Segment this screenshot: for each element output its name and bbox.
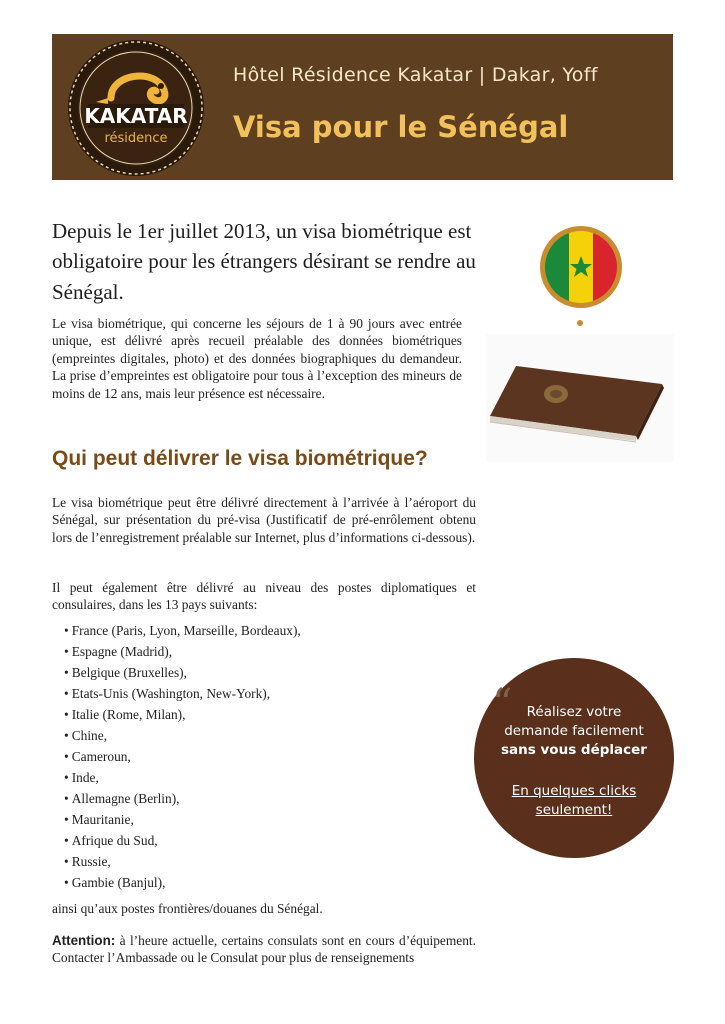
attention-text: à l’heure actuelle, certains consulats sont en cours d’équipement. Contacter l’Ambassade ou le Consulat pour plus de renseignements <box>52 933 476 966</box>
dot-marker <box>577 320 583 326</box>
list-item: • Belgique (Bruxelles), <box>64 665 187 680</box>
list-item: • Gambie (Banjul), <box>64 875 166 890</box>
bubble-line: Réalisez votre <box>526 704 622 720</box>
list-item: • Inde, <box>64 770 99 785</box>
bubble-line: demande facilement <box>504 723 644 739</box>
list-item: • Russie, <box>64 854 111 869</box>
list-item: • Chine, <box>64 728 108 743</box>
visa-illustration <box>486 226 674 462</box>
list-item: • Cameroun, <box>64 749 131 764</box>
section-heading: Qui peut délivrer le visa biométrique? <box>52 447 428 470</box>
paragraph-borders: ainsi qu’aux postes frontières/douanes du Sénégal. <box>52 901 323 916</box>
list-item: • Espagne (Madrid), <box>64 644 173 659</box>
bubble-line: sans vous déplacer <box>501 742 647 758</box>
list-item: • Etats-Unis (Washington, New-York), <box>64 686 271 701</box>
hotel-subtitle: Hôtel Résidence Kakatar | Dakar, Yoff <box>233 64 598 86</box>
attention-label: Attention: <box>52 933 116 948</box>
list-item: • Afrique du Sud, <box>64 833 158 848</box>
intro-text: Depuis le 1er juillet 2013, un visa biométrique est obligatoire pour les étrangers désirant se rendre au Sénégal. <box>52 219 476 304</box>
list-item: • Italie (Rome, Milan), <box>64 707 186 722</box>
bubble-link[interactable]: seulement! <box>535 802 613 818</box>
bubble-link[interactable]: En quelques clicks <box>511 783 637 799</box>
logo-sub: résidence <box>104 131 168 146</box>
senegal-flag-icon <box>545 231 617 303</box>
list-item: • France (Paris, Lyon, Marseille, Bordeaux), <box>64 623 301 638</box>
list-item: • Allemagne (Berlin), <box>64 791 180 806</box>
attention-note <box>52 932 476 967</box>
list-item: • Mauritanie, <box>64 812 134 827</box>
page-title: Visa pour le Sénégal <box>233 110 569 144</box>
kakatar-logo <box>66 38 206 178</box>
paragraph-consulates: Il peut également être délivré au niveau des postes diplomatiques et consulaires, dans les 13 pays suivants: <box>52 580 476 613</box>
paragraph-biometric: Le visa biométrique, qui concerne les séjours de 1 à 90 jours avec entrée unique, est délivré après recueil préalable des données biométriques (empreintes digitales, photo) et des données biographiques du demandeur. La prise d’empreintes est obligatoire pour tous à l’exception des mineurs de moins de 12 ans, mais leur présence est nécessaire. <box>52 316 462 401</box>
quote-icon: “ <box>492 681 513 727</box>
cta-bubble[interactable] <box>474 658 674 858</box>
logo-name: KAKATAR <box>84 104 188 128</box>
country-list <box>64 620 301 893</box>
paragraph-airport: Le visa biométrique peut être délivré directement à l’arrivée à l’aéroport du Sénégal, sur présentation du pré-visa (Justificatif de pré-enrôlement obtenu lors de l’enregistrement préalable sur Internet, plus d’informations ci-dessous). <box>52 495 476 545</box>
